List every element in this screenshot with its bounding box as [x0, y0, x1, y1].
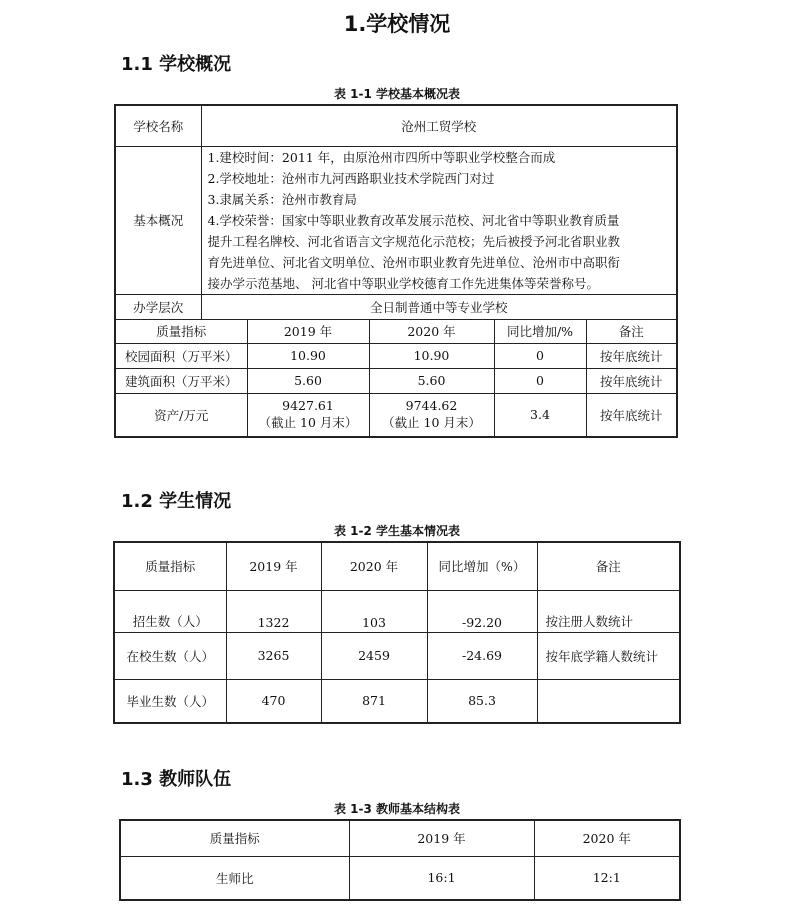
overview-line: 4.学校荣誉：国家中等职业教育改革发展示范校、河北省中等职业教育质量: [207, 212, 620, 228]
overview-line: 提升工程名牌校、河北省语言文字规范化示范校；先后被授予河北省职业教: [207, 233, 621, 249]
page-title: 1.学校情况: [343, 12, 451, 36]
table-header-cell: 质量指标: [120, 820, 349, 856]
table-cell: -24.69: [427, 632, 537, 679]
table-cell: 学校名称: [115, 105, 201, 146]
table-cell: 85.3: [427, 679, 537, 723]
table-header-row: [114, 542, 680, 590]
table-cell: 生师比: [120, 856, 349, 900]
overview-line: 1.建校时间：2011 年，由原沧州市四所中等职业学校整合而成: [207, 149, 556, 165]
table-row: [115, 146, 677, 294]
table-header-cell: 备注: [586, 319, 677, 343]
table-header-cell: 同比增加/%: [494, 319, 586, 343]
table-cell: 基本概况: [115, 146, 201, 294]
table-header-cell: 2019 年: [226, 542, 321, 590]
table-row: [115, 343, 677, 368]
table-row: [115, 393, 677, 437]
table-cell: 建筑面积（万平米）: [115, 368, 247, 393]
table-cell: 5.60: [369, 368, 494, 393]
table-cell: 在校生数（人）: [114, 632, 226, 679]
table-cell: [369, 393, 494, 437]
section-heading-teachers: 1.3 教师队伍: [121, 769, 232, 790]
table-header-cell: 2020 年: [369, 319, 494, 343]
table-row: [115, 368, 677, 393]
table-cell: 毕业生数（人）: [114, 679, 226, 723]
table-row: [120, 856, 680, 900]
table-cell: 10.90: [247, 343, 369, 368]
table-cell: 0: [494, 343, 586, 368]
overview-line: 接办学示范基地、 河北省中等职业学校德育工作先进集体等荣誉称号。: [207, 275, 599, 291]
table-row: [114, 590, 680, 632]
table-cell: 按注册人数统计: [537, 590, 680, 632]
table-cell: 1322: [226, 590, 321, 632]
table-caption-1-1: 表 1-1 学校基本概况表: [333, 87, 461, 101]
table-caption-1-3: 表 1-3 教师基本结构表: [333, 802, 461, 816]
table-cell: 沧州工贸学校: [201, 105, 677, 146]
table-row: [114, 679, 680, 723]
table-cell: 470: [226, 679, 321, 723]
table-header-cell: 同比增加（%）: [427, 542, 537, 590]
table-cell: 按年底统计: [586, 368, 677, 393]
table-cell: 871: [321, 679, 427, 723]
table-cell: 招生数（人）: [114, 590, 226, 632]
table-cell: 按年底统计: [586, 343, 677, 368]
table-cell: -92.20: [427, 590, 537, 632]
table-header-cell: 2020 年: [534, 820, 680, 856]
table-cell: 5.60: [247, 368, 369, 393]
table-cell: 办学层次: [115, 294, 201, 319]
table-cell: 0: [494, 368, 586, 393]
table-caption-1-2: 表 1-2 学生基本情况表: [333, 524, 461, 538]
table-cell: 10.90: [369, 343, 494, 368]
table-header-row: [115, 319, 677, 343]
students-table: [113, 541, 681, 724]
overview-line: 3.隶属关系：沧州市教育局: [207, 191, 357, 207]
table-cell: 3.4: [494, 393, 586, 437]
table-header-cell: 质量指标: [114, 542, 226, 590]
overview-text-cell: [201, 146, 677, 294]
table-row: [115, 105, 677, 146]
table-cell: 校园面积（万平米）: [115, 343, 247, 368]
section-heading-students: 1.2 学生情况: [121, 491, 232, 512]
table-row: [115, 294, 677, 319]
table-cell: 3265: [226, 632, 321, 679]
table-cell: 全日制普通中等专业学校: [201, 294, 677, 319]
table-cell: 2459: [321, 632, 427, 679]
table-header-row: [120, 820, 680, 856]
cell-line: （截止 10 月末）: [382, 415, 481, 431]
table-row: [114, 632, 680, 679]
school-overview-table: [114, 104, 678, 438]
table-cell: 12:1: [534, 856, 680, 900]
table-cell: 按年底统计: [586, 393, 677, 437]
table-cell: 资产/万元: [115, 393, 247, 437]
table-cell: 103: [321, 590, 427, 632]
section-heading-school-overview: 1.1 学校概况: [121, 54, 232, 75]
table-header-cell: 质量指标: [115, 319, 247, 343]
teachers-table: [119, 819, 681, 901]
table-cell: 按年底学籍人数统计: [537, 632, 680, 679]
table-header-cell: 2019 年: [247, 319, 369, 343]
table-cell: [247, 393, 369, 437]
table-header-cell: 2019 年: [349, 820, 534, 856]
table-cell: 16:1: [349, 856, 534, 900]
table-cell: [537, 679, 680, 723]
overview-line: 育先进单位、河北省文明单位、沧州市职业教育先进单位、沧州市中高职衔: [207, 254, 621, 270]
overview-line: 2.学校地址：沧州市九河西路职业技术学院西门对过: [207, 170, 495, 186]
cell-line: 9744.62: [405, 398, 458, 414]
cell-line: 9427.61: [282, 398, 334, 414]
table-header-cell: 备注: [537, 542, 680, 590]
table-header-cell: 2020 年: [321, 542, 427, 590]
cell-line: （截止 10 月末）: [258, 415, 358, 431]
